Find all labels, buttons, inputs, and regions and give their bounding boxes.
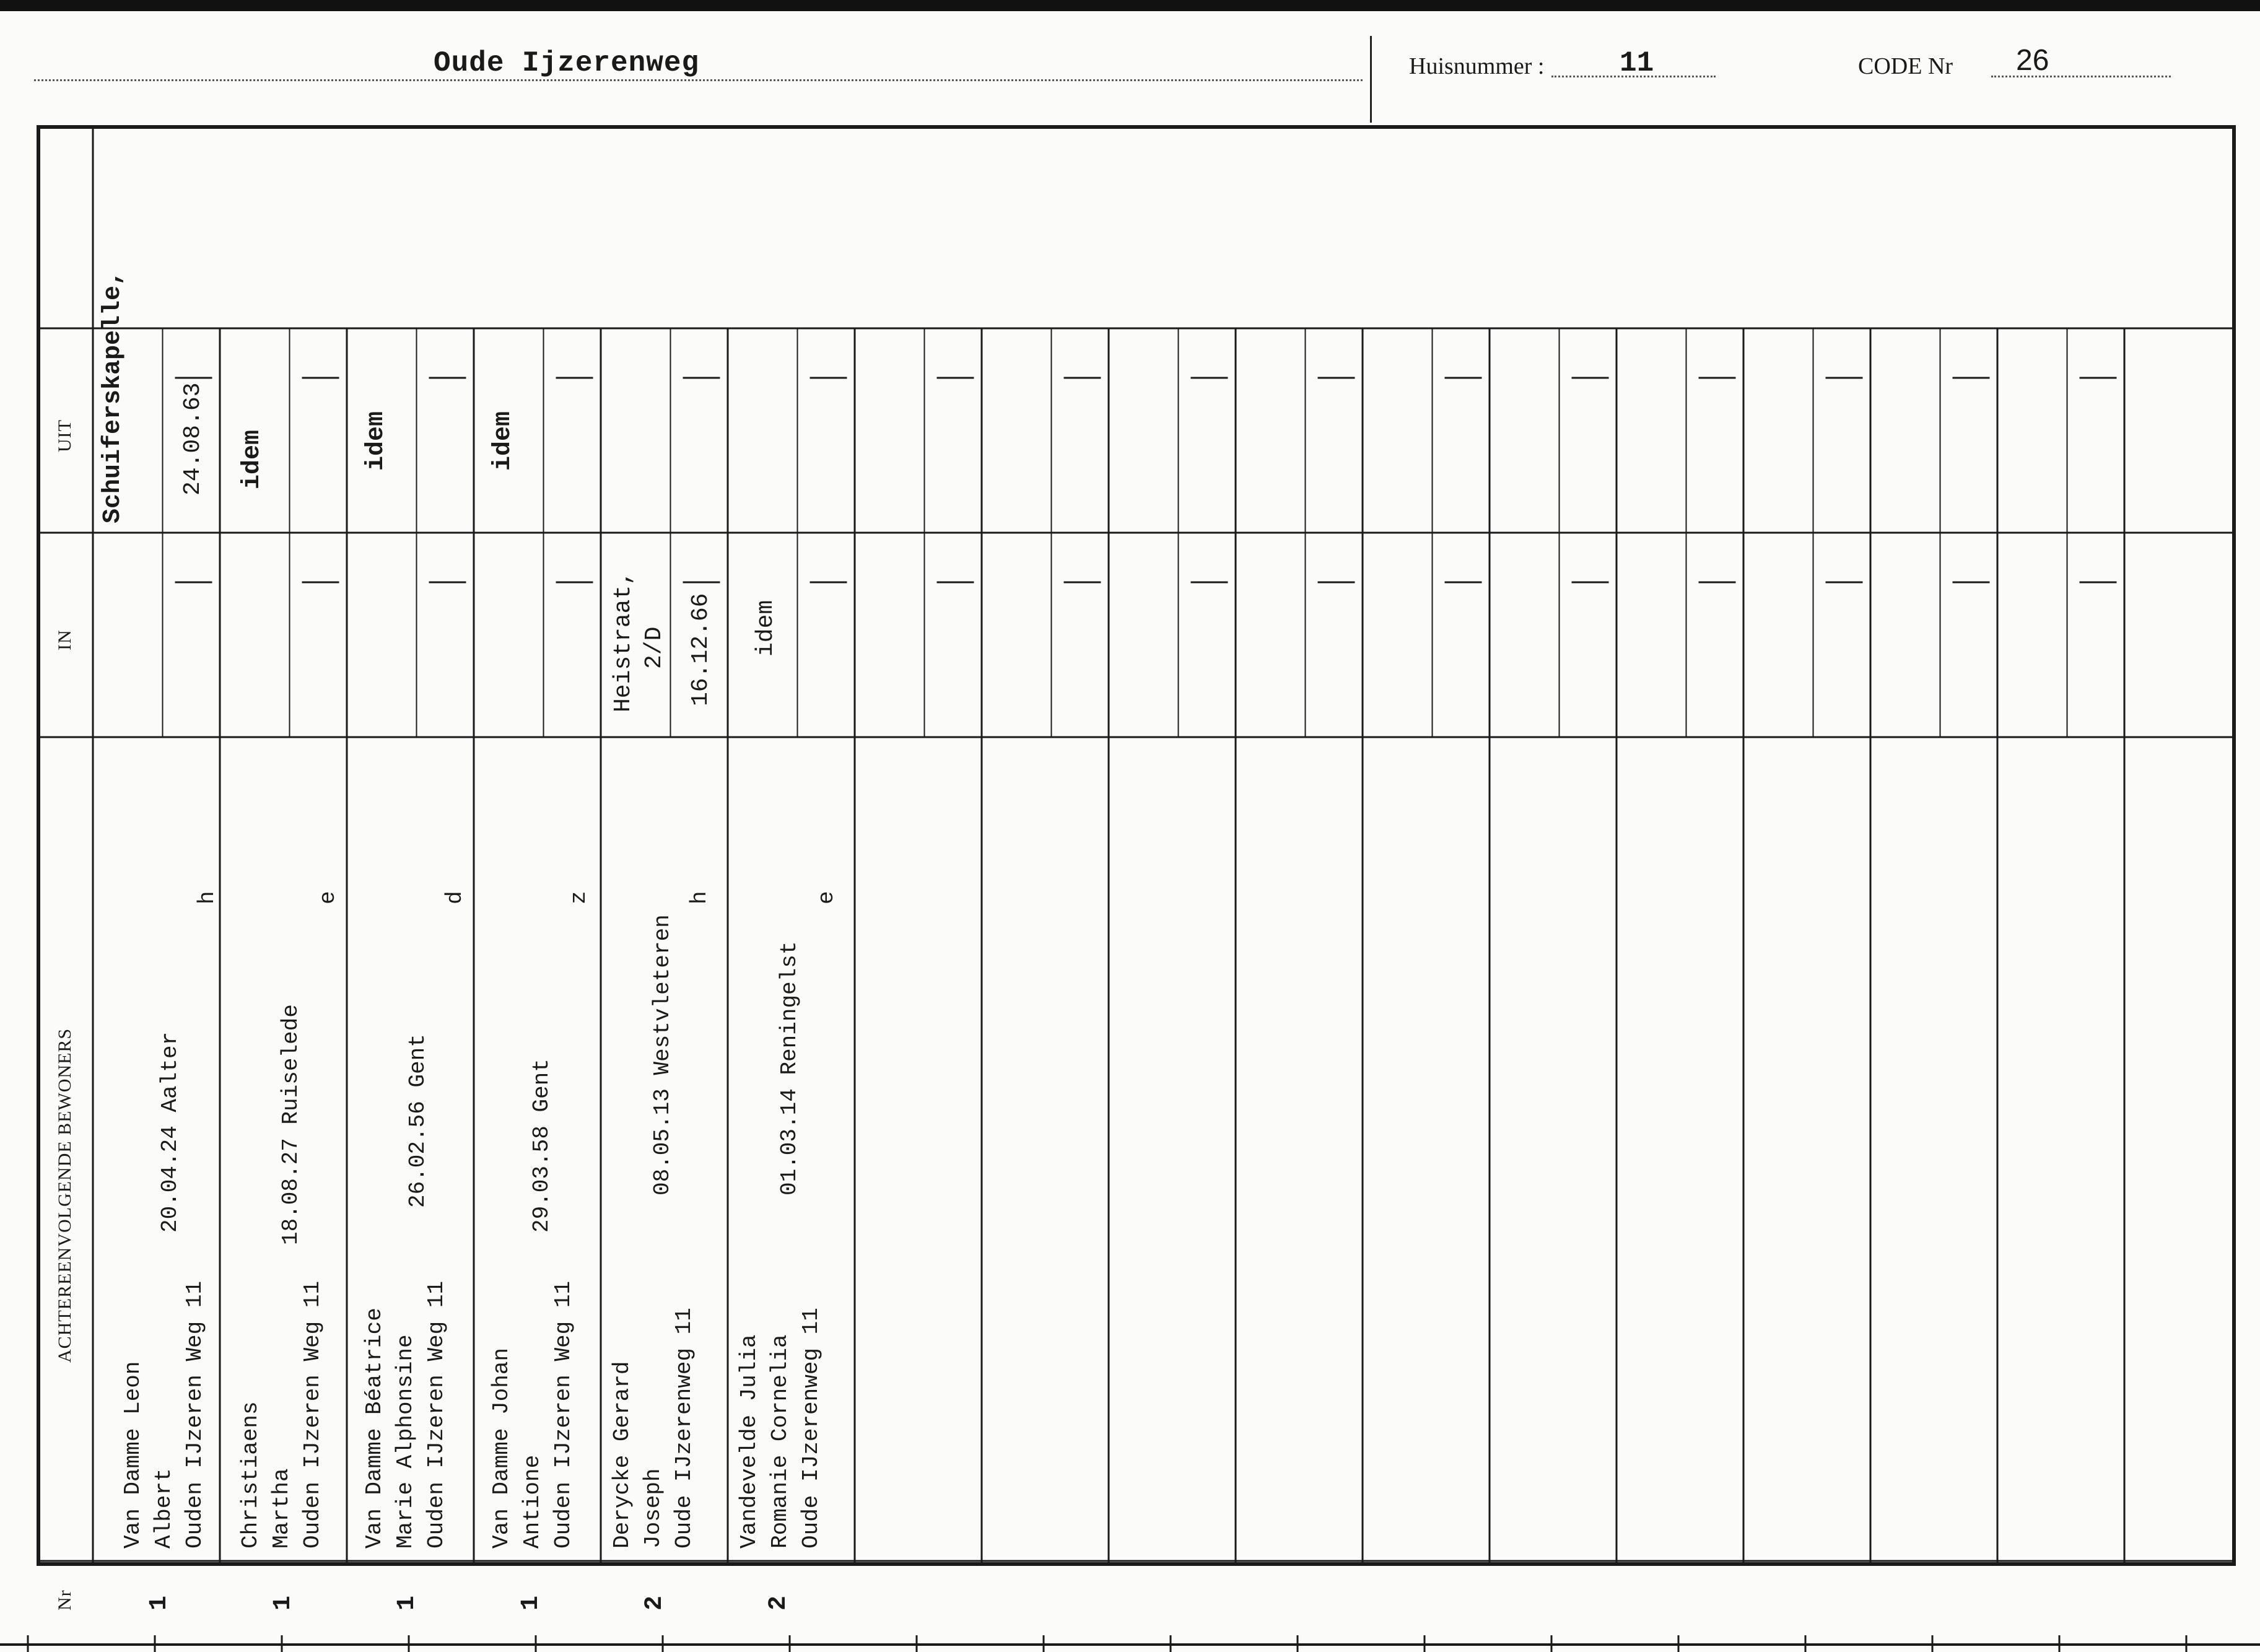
entry-2-name-line2: Martha	[269, 1468, 294, 1549]
entry-5-status: h	[687, 891, 712, 904]
entry-3-status: d	[442, 891, 468, 904]
entry-2-uit-place: idem	[238, 429, 266, 489]
entry-6-status: e	[814, 891, 839, 904]
entry-1-status: h	[194, 891, 220, 904]
entry-5-in-date: 16.12.66	[687, 593, 714, 706]
in-column-label: IN	[55, 629, 75, 650]
entry-4-name-line1: Van Damme Johan	[489, 1347, 514, 1549]
huisnummer-label: Huisnummer :	[1409, 53, 1545, 79]
entry-4-uit-place: idem	[489, 411, 517, 471]
entry-4-status: z	[566, 891, 591, 904]
entry-5-birth: 08.05.13 Westvleteren	[650, 914, 675, 1195]
entry-1-birth: 20.04.24 Aalter	[157, 1031, 183, 1233]
huisnummer-value: 11	[1620, 47, 1654, 79]
entry-3-nr: 1	[393, 1595, 421, 1610]
entry-3-name-line1: Van Damme Béatrice	[362, 1308, 387, 1549]
entry-2-nr: 1	[269, 1595, 297, 1610]
entry-5-name-line1: Derycke Gerard	[609, 1361, 635, 1549]
entry-4-birth: 29.03.58 Gent	[529, 1059, 554, 1233]
entry-2-status: e	[315, 891, 341, 904]
entry-6-name-line2: Romanie Cornelia	[767, 1334, 793, 1549]
entry-4-name-line2: Antione	[520, 1454, 545, 1549]
bewoners-column-label: ACHTEREENVOLGENDE BEWONERS	[55, 1028, 75, 1363]
entry-1-nr: 1	[146, 1595, 173, 1610]
entry-5-in-place: Heistraat,	[610, 570, 637, 712]
code-label: CODE Nr	[1858, 53, 1953, 79]
entry-6-name-line1: Vandevelde Julia	[736, 1334, 762, 1549]
entry-5-nr: 2	[641, 1595, 669, 1610]
entry-6-in-place: idem	[753, 600, 779, 657]
entry-2-name-line3: Ouden IJzeren Weg 11	[300, 1280, 325, 1549]
uit-column-label: UIT	[55, 419, 75, 452]
entry-2-birth: 18.08.27 Ruiselede	[278, 1004, 303, 1245]
entry-5-in-place2: 2/D	[641, 626, 668, 669]
entry-3-name-line2: Marie Alphonsine	[393, 1334, 418, 1549]
entry-4-name-line3: Ouden IJzeren Weg 11	[551, 1280, 576, 1549]
code-value: 26	[2016, 44, 2049, 77]
entry-5-name-line3: Oude IJzerenweg 11	[671, 1308, 697, 1549]
entry-5-name-line2: Joseph	[640, 1468, 666, 1549]
entry-1-name-line3: Ouden IJzeren Weg 11	[182, 1280, 207, 1549]
nr-column-label: Nr	[55, 1589, 75, 1610]
entry-4-nr: 1	[517, 1595, 545, 1610]
entry-6-birth: 01.03.14 Reningelst	[777, 941, 802, 1195]
entry-3-name-line3: Ouden IJzeren Weg 11	[424, 1280, 449, 1549]
entry-1-uit-date: 24.08.63	[180, 382, 206, 496]
street-name: Oude Ijzerenweg	[434, 47, 700, 79]
entry-1-uit-place: Schuiferskapelle,	[99, 270, 127, 523]
empty-date-dashes	[175, 378, 2117, 582]
entry-3-uit-place: idem	[362, 411, 390, 471]
entry-1-name-line1: Van Damme Leon	[120, 1361, 146, 1549]
entry-3-birth: 26.02.56 Gent	[405, 1034, 430, 1208]
entry-6-nr: 2	[765, 1595, 793, 1610]
entry-6-name-line3: Oude IJzerenweg 11	[798, 1308, 824, 1549]
entry-1-name-line2: Albert	[151, 1468, 177, 1549]
entry-2-name-line1: Christiaens	[238, 1401, 263, 1549]
